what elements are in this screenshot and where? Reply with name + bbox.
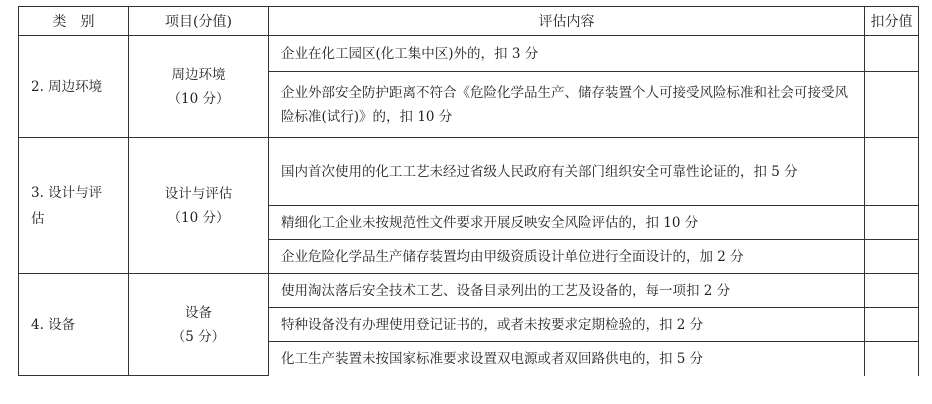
- item-points: （10 分）: [167, 90, 230, 107]
- score-cell: [865, 206, 919, 240]
- assessment-table: [18, 6, 919, 376]
- content-cell: 特种设备没有办理使用登记证书的，或者未按要求定期检验的，扣 2 分: [269, 308, 865, 342]
- header-category: 类 别: [19, 7, 129, 36]
- score-cell: [865, 240, 919, 274]
- item-name: 设计与评估: [164, 185, 233, 202]
- score-cell: [865, 36, 919, 72]
- category-label: 3. 设计与评: [31, 184, 103, 201]
- category-label-cont: 估: [31, 210, 45, 227]
- category-label: 2. 周边环境: [31, 78, 103, 95]
- item-cell: [129, 36, 269, 138]
- item-name: 设备: [185, 304, 212, 321]
- content-cell: 化工生产装置未按国家标准要求设置双电源或者双回路供电的，扣 5 分: [269, 342, 865, 376]
- item-points: （5 分）: [171, 328, 226, 345]
- category-label: 4. 设备: [31, 316, 76, 333]
- table-row: [19, 138, 919, 206]
- score-cell: [865, 342, 919, 376]
- content-cell: 企业危险化学品生产储存装置均由甲级资质设计单位进行全面设计的，加 2 分: [269, 240, 865, 274]
- table-row: [19, 274, 919, 308]
- content-cell: 精细化工企业未按规范性文件要求开展反映安全风险评估的，扣 10 分: [269, 206, 865, 240]
- header-score: 扣分值: [865, 7, 919, 36]
- content-cell: 使用淘汰落后安全技术工艺、设备目录列出的工艺及设备的，每一项扣 2 分: [269, 274, 865, 308]
- category-cell: [19, 36, 129, 138]
- header-content: 评估内容: [269, 7, 865, 36]
- score-cell: [865, 138, 919, 206]
- score-cell: [865, 274, 919, 308]
- score-cell: [865, 72, 919, 138]
- content-cell: 企业在化工园区(化工集中区)外的，扣 3 分: [269, 36, 865, 72]
- table-row: [19, 36, 919, 72]
- category-cell: [19, 274, 129, 376]
- item-cell: [129, 138, 269, 274]
- header-item: 项目(分值): [129, 7, 269, 36]
- score-cell: [865, 308, 919, 342]
- content-cell: 企业外部安全防护距离不符合《危险化学品生产、储存装置个人可接受风险标准和社会可接受风险标准(试行)》的，扣 10 分: [269, 72, 865, 138]
- item-cell: [129, 274, 269, 376]
- content-cell: 国内首次使用的化工工艺未经过省级人民政府有关部门组织安全可靠性论证的，扣 5 分: [269, 138, 865, 206]
- category-cell: [19, 138, 129, 274]
- item-points: （10 分）: [167, 209, 230, 226]
- item-name: 周边环境: [171, 66, 226, 83]
- header-row: [19, 7, 919, 36]
